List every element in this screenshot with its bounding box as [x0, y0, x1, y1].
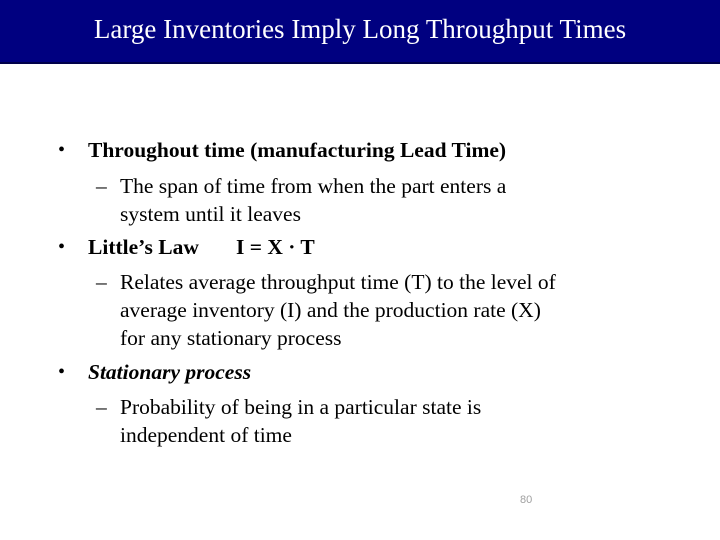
bullet-1-text: Throughout time (manufacturing Lead Time) [88, 138, 507, 162]
bullet-2-sub-line-2: average inventory (I) and the production rate (X) [120, 298, 541, 322]
bullet-icon: • [58, 139, 66, 161]
bullet-2-sub-line-3: for any stationary process [120, 326, 342, 350]
bullet-icon: • [58, 236, 66, 258]
dash-icon: – [96, 174, 107, 198]
bullet-1-sub-line-2: system until it leaves [120, 202, 301, 226]
page-number: 80 [520, 494, 533, 506]
bullet-icon: • [58, 361, 66, 383]
littles-law-formula: I = X · T [236, 235, 315, 259]
bullet-2-sub-line-1: Relates average throughput time (T) to the level of [120, 270, 556, 294]
bullet-1-sub-line-1: The span of time from when the part enters a [120, 174, 507, 198]
dash-icon: – [96, 270, 107, 294]
bullet-3-text: Stationary process [88, 360, 252, 384]
bullet-3-sub-line-2: independent of time [120, 423, 292, 447]
bullet-2-label: Little’s Law [88, 235, 199, 259]
slide-title: Large Inventories Imply Long Throughput Times [93, 14, 627, 44]
bullet-3-sub-line-1: Probability of being in a particular state is [120, 395, 482, 419]
dash-icon: – [96, 395, 107, 419]
